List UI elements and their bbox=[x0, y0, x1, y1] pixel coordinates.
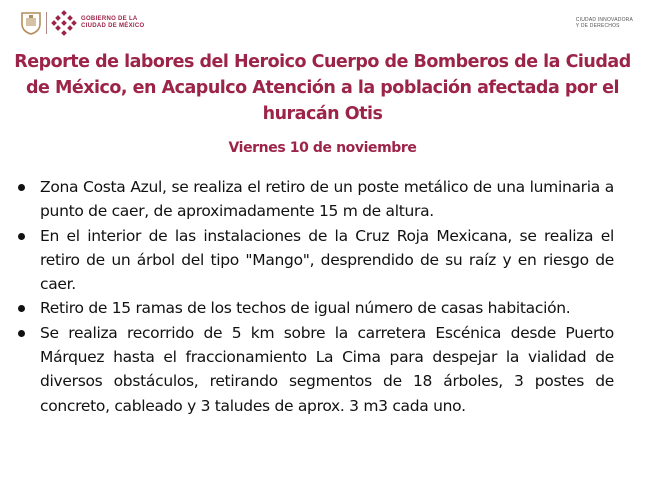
list-item bbox=[12, 296, 614, 320]
city-slogan bbox=[576, 17, 633, 29]
page-header bbox=[0, 0, 645, 42]
list-item-text: Se realiza recorrido de 5 km sobre la carretera Escénica desde Puerto Márquez hasta el fraccionamiento La Cima para despejar la vialidad de diversos obstáculos, retirando segmentos de 18 árboles, 3 postes de concreto, cableado y 3 taludes de aprox. 3 m3 cada uno. bbox=[40, 323, 614, 415]
gov-line-2: CIUDAD DE MÉXICO bbox=[81, 23, 145, 29]
bullet-icon bbox=[18, 305, 25, 312]
government-name bbox=[81, 16, 144, 30]
list-item-text: En el interior de las instalaciones de la Cruz Roja Mexicana, se realiza el retiro de un árbol del tipo "Mango", desprendido de su raíz y en riesgo de caer. bbox=[40, 226, 614, 294]
slogan-line-2: Y DE DERECHOS bbox=[575, 23, 620, 29]
slogan-line-1: CIUDAD INNOVADORA bbox=[575, 17, 633, 23]
list-item bbox=[12, 321, 614, 418]
list-item bbox=[12, 175, 614, 224]
activity-list bbox=[12, 175, 614, 418]
list-item-text: Zona Costa Azul, se realiza el retiro de un poste metálico de una luminaria a punto de caer, de aproximadamente 15 m de altura. bbox=[40, 178, 614, 221]
bullet-icon bbox=[18, 184, 25, 191]
cdmx-logo bbox=[51, 10, 77, 36]
gov-line-1: GOBIERNO DE LA bbox=[81, 16, 138, 22]
city-shield-logo bbox=[20, 11, 42, 35]
bullet-icon bbox=[18, 330, 25, 337]
report-date: Viernes 10 de noviembre bbox=[228, 140, 417, 156]
header-divider bbox=[46, 12, 47, 34]
bullet-icon bbox=[18, 233, 25, 240]
report-title: Reporte de labores del Heroico Cuerpo de Bomberos de la Ciudad de México, en Acapulco Atención a la población afectada por el huracán Otis bbox=[14, 52, 631, 124]
list-item bbox=[12, 224, 614, 297]
list-item-text: Retiro de 15 ramas de los techos de igual número de casas habitación. bbox=[40, 299, 571, 318]
